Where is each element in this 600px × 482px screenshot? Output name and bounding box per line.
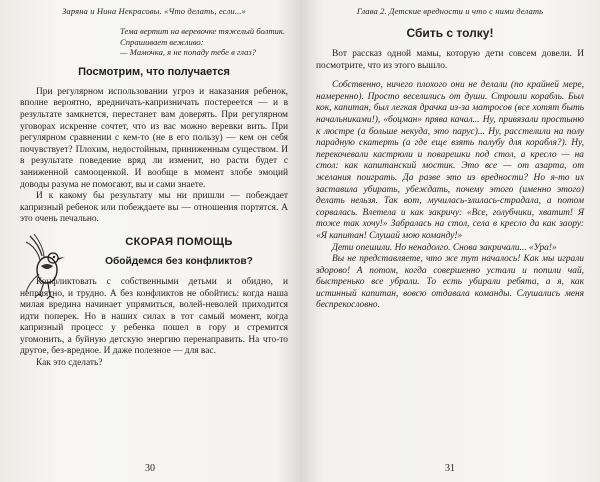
- right-page: [300, 0, 600, 482]
- section-title: Сбить с толку!: [406, 26, 494, 40]
- section-body: [20, 87, 288, 226]
- bird-illustration-icon: [20, 230, 70, 302]
- story-paragraph: Вы не представляете, что же тут началось! Как мы играли здорово! А потом, когда совершенно устали и попили чай, быстренько все убрали. То есть убирали ребята, а я, как истинный капитан, вовсю отдавала команды. Слушались меня беспрекословно.: [316, 254, 584, 311]
- paragraph: Конфликтовать с собственными детьми и обидно, и неприятно, и трудно. А без конфликтов не обойтись: когда наша милая вредина начинает упрямиться, волей-неволей приходится идти поперек. Но в наших силах в тот самый момент, когда капризный процесс у ребенка пошел в гору и стремится угомонить, а буйную детскую энергию перенаправить. На что-то другое, без-вредное. И даже полезное — для вас.: [20, 276, 288, 357]
- emergency-subtitle: Обойдемся без конфликтов?: [105, 255, 253, 267]
- epigraph: [120, 26, 288, 58]
- section-title: Посмотрим, что получается: [78, 65, 230, 78]
- page-number: 30: [145, 463, 155, 474]
- story-paragraph: Дети опешили. Но ненадолго. Снова закричали... «Ура!»: [332, 242, 557, 253]
- paragraph: Как это сделать?: [36, 358, 103, 369]
- running-head: Заряна и Нина Некрасовы. «Что делать, если...»: [62, 6, 246, 16]
- epigraph-line: — Мамочка, я не попаду тебе в глаз?: [120, 47, 257, 58]
- page-number: 31: [445, 463, 455, 474]
- emergency-title: СКОРАЯ ПОМОЩЬ: [125, 235, 233, 248]
- emergency-section: [20, 236, 288, 267]
- section-body: [316, 49, 584, 312]
- running-head: Глава 2. Детские вредности и что с ними делать: [356, 6, 544, 16]
- paragraph: При регулярном использовании угроз и наказания ребенок, вполне вероятно, вредничать-капризничать постереется — и в результате замкнется, перестанет вам доверять. При регулярном уговорах искренне сочтет, что из вас можно веревки вить. При регулярном сравнении с кем-то (не в его пользу) — кем он себя почувствует? Плохим, недостойным, приниженным существом. И в результате поведение вряд ли изменит, но расти будет с заниженной самооценкой. И вообще в момент злобе эмоций доводы разума не помогают, вы и сами знаете.: [20, 86, 288, 190]
- epigraph-line: Тема вертит на веревочке тяжелый болтик.: [120, 26, 286, 36]
- story-paragraph: Собственно, ничего плохого они не делали (по крайней мере, намеренно). Просто веселились от души. Строили корабль. Был кок, капитан, был легкая драчка из-за матросов (все хотят быть начальниками!), «боцман» прява качал... Ну, привязали простыню к люстре (а больше некуда, это парус)... Ну, расстелили на полу парадную скатерть (а где еще взять палубу для корабля?). Ну, перекочевали кастрюли и поварешки под стол, а кресло — на стол: как капитанский мостик. Это все — от азарта, от желания поиграть. Да разве это из вредности? Но я-то их заставила убирать, убеждать, почему этого (именно этого) делать нельзя. Так вот, мучилась-злилась-страдала, а потом сорвалась. Влетела и как закричу: «Все, голубчики, хватит! Я тоже так хочу!» Забралась на стол, села в кресло да как заору: «Я капитан! Слушай мою команду!»: [316, 80, 584, 241]
- paragraph: Вот рассказ одной мамы, которую дети совсем довели. И посмотрите, что из этого вышло.: [316, 49, 584, 71]
- paragraph: И к какому бы результату мы ни пришли — побеждает капризный ребенок или побеждаете вы — отношения портятся. А это очень печально.: [20, 191, 288, 225]
- epigraph-line: Спрашивает вежливо:: [120, 36, 204, 47]
